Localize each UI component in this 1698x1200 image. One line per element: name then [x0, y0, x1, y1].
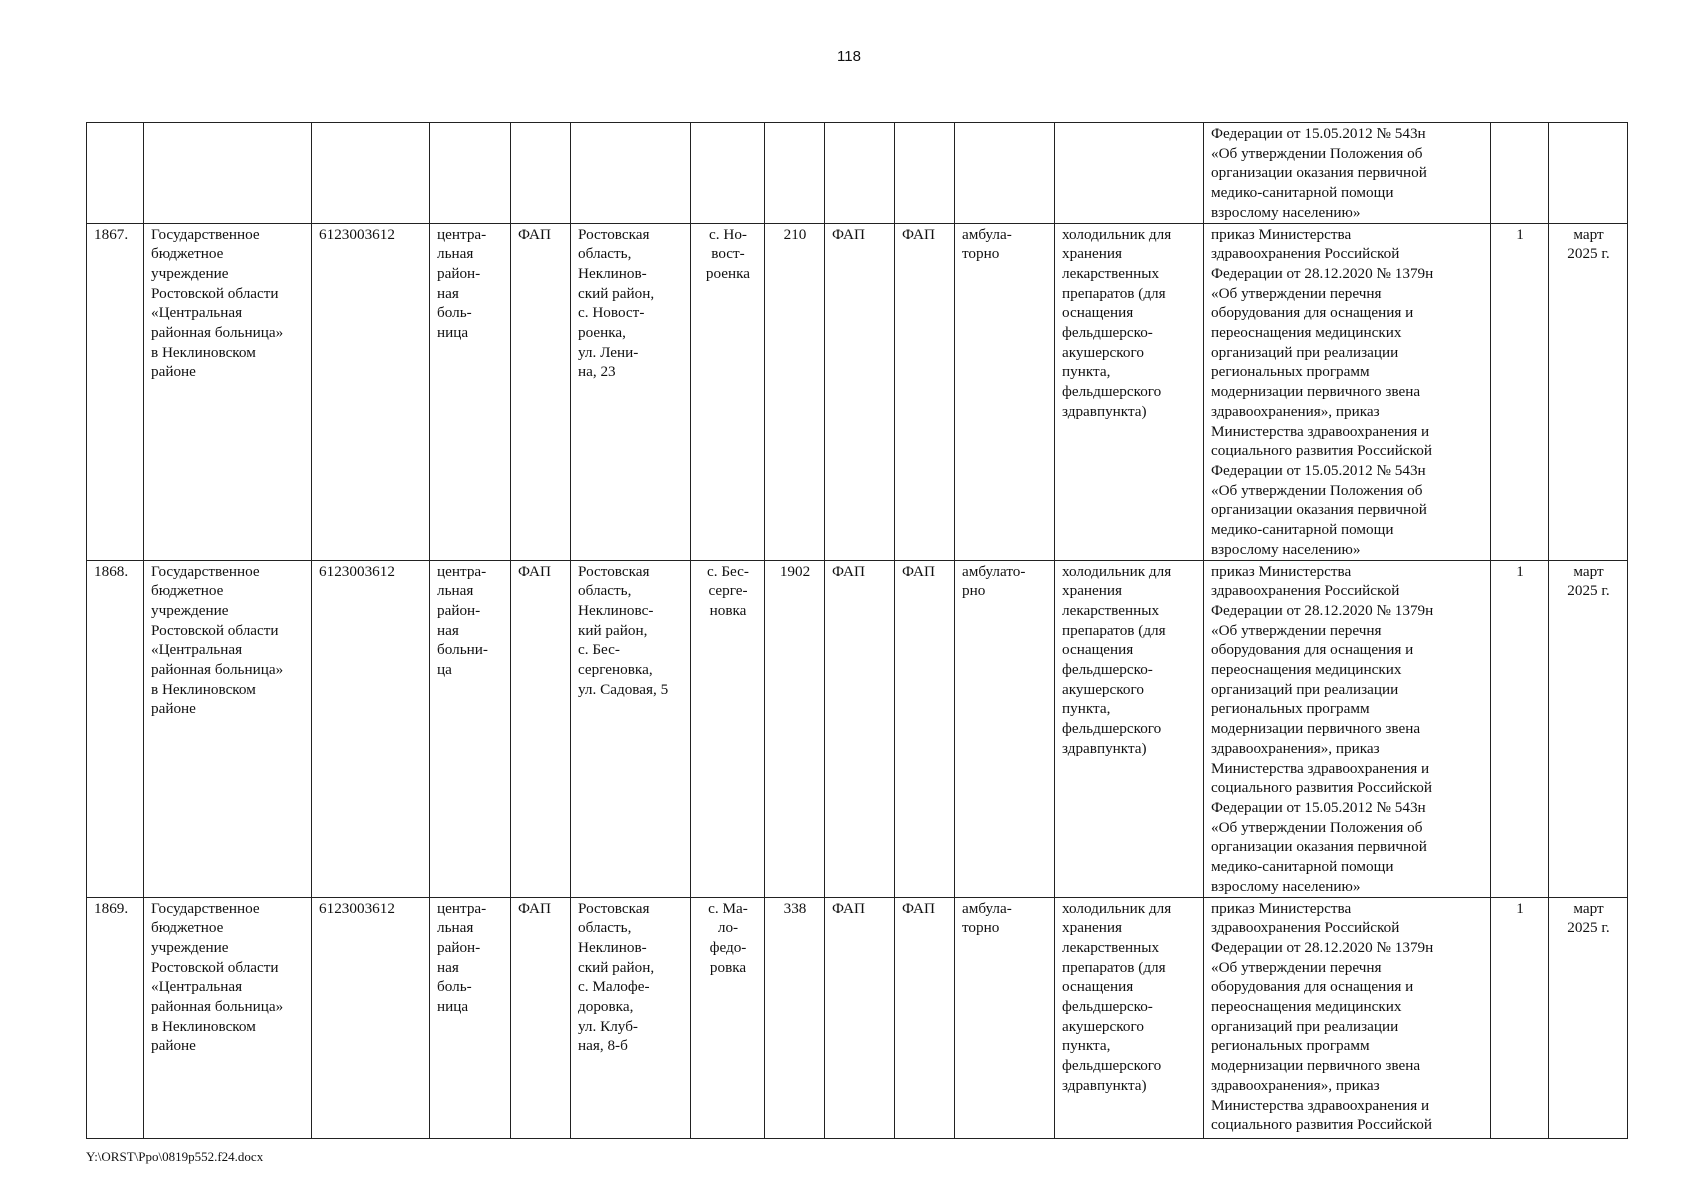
order-cell [1204, 897, 1491, 1138]
cell-line: оборудования для оснащения и [1211, 641, 1414, 659]
cell-line: холодильник для [1062, 899, 1172, 917]
facility-kind-cell [511, 123, 571, 224]
cell-line: приказ Министерства [1211, 562, 1352, 580]
organization-cell [144, 123, 312, 224]
cell-line: «Центральная [151, 978, 243, 996]
cell-line: районная больница» [151, 661, 284, 679]
date-cell [1549, 223, 1628, 560]
care-form-cell [955, 123, 1055, 224]
care-form-cell [955, 560, 1055, 897]
inn-cell: 6123003612 [312, 897, 430, 1138]
cell-line: область, [578, 919, 632, 937]
cell-line: Ростовской области [151, 284, 279, 302]
cell-line: 2025 г. [1567, 582, 1610, 600]
facility-type-cell [430, 123, 511, 224]
cell-line: лекарственных [1062, 938, 1160, 956]
address-cell [571, 560, 691, 897]
cell-line: с. Бес- [707, 562, 749, 580]
cell-line: Ростовской области [151, 621, 279, 639]
unit-cell: ФАП [895, 223, 955, 560]
cell-line: с. Но- [709, 225, 747, 243]
facility-kind-cell: ФАП [511, 560, 571, 897]
cell-line: медико-санитарной помощи [1211, 184, 1394, 202]
cell-line: хранения [1062, 919, 1123, 937]
cell-line: «Центральная [151, 304, 243, 322]
cell-line: ная [437, 621, 459, 639]
cell-line: Федерации от 15.05.2012 № 543н [1211, 461, 1426, 479]
cell-line: препаратов (для [1062, 621, 1166, 639]
cell-line: ровка [709, 958, 747, 976]
cell-line: приказ Министерства [1211, 899, 1352, 917]
cell-line: модернизации первичного звена [1211, 383, 1421, 401]
cell-line: здравоохранения», приказ [1211, 1076, 1380, 1094]
cell-line: март [1573, 225, 1604, 243]
cell-line: ул. Лени- [578, 343, 639, 361]
cell-line: районе [151, 700, 196, 718]
cell-line: здравоохранения», приказ [1211, 739, 1380, 757]
cell-line: Государственное [151, 899, 260, 917]
cell-line: Ростовской области [151, 958, 279, 976]
cell-line: в Неклиновском [151, 680, 256, 698]
cell-line: боль- [437, 304, 472, 322]
cell-line: организаций при реализации [1211, 343, 1399, 361]
settlement-cell [691, 123, 765, 224]
cell-line: «Об утверждении перечня [1211, 284, 1382, 302]
cell-line: «Об утверждении Положения об [1211, 818, 1423, 836]
table-row [87, 223, 1628, 560]
inn-cell: 6123003612 [312, 223, 430, 560]
cell-line: холодильник для [1062, 225, 1172, 243]
cell-line: районе [151, 1037, 196, 1055]
equipment-cell [1055, 223, 1204, 560]
cell-line: амбула- [962, 899, 1012, 917]
cell-line: Государственное [151, 562, 260, 580]
cell-line: Федерации от 28.12.2020 № 1379н [1211, 264, 1434, 282]
cell-line: социального развития Российской [1211, 442, 1432, 460]
cell-line: Федерации от 28.12.2020 № 1379н [1211, 601, 1434, 619]
population-cell [765, 123, 825, 224]
cell-line: район- [437, 938, 481, 956]
cell-line: с. Новост- [578, 304, 645, 322]
cell-line: ский район, [578, 958, 655, 976]
cell-line: здравпункта) [1062, 739, 1147, 757]
cell-line: 2025 г. [1567, 245, 1610, 263]
cell-line: «Об утверждении перечня [1211, 621, 1382, 639]
cell-line: 2025 г. [1567, 919, 1610, 937]
register-table [86, 122, 1628, 1139]
cell-line: приказ Министерства [1211, 225, 1352, 243]
equipment-cell [1055, 897, 1204, 1138]
cell-line: здравоохранения Российской [1211, 245, 1400, 263]
population-cell: 338 [765, 897, 825, 1138]
cell-line: фельдшерского [1062, 1057, 1162, 1075]
cell-line: боль- [437, 978, 472, 996]
settlement-cell [691, 897, 765, 1138]
cell-line: региональных программ [1211, 1037, 1370, 1055]
cell-line: ул. Клуб- [578, 1017, 638, 1035]
cell-line: учреждение [151, 264, 229, 282]
cell-line: область, [578, 245, 632, 263]
cell-line: лекарственных [1062, 264, 1160, 282]
cell-line: ница [437, 998, 469, 1016]
date-cell [1549, 897, 1628, 1138]
unit-cell: ФАП [825, 560, 895, 897]
cell-line: льная [437, 245, 474, 263]
cell-line: акушерского [1062, 343, 1144, 361]
cell-line: сергеновка, [578, 661, 653, 679]
cell-line: март [1573, 899, 1604, 917]
unit-cell: ФАП [895, 560, 955, 897]
cell-line: торно [962, 919, 1000, 937]
cell-line: Неклиновс- [578, 601, 654, 619]
table-row [87, 560, 1628, 897]
row-number [87, 123, 144, 224]
cell-line: ло- [717, 919, 739, 937]
cell-line: здравпункта) [1062, 402, 1147, 420]
cell-line: организации оказания первичной [1211, 164, 1427, 182]
unit-cell: ФАП [895, 897, 955, 1138]
inn-cell: 6123003612 [312, 560, 430, 897]
cell-line: март [1573, 562, 1604, 580]
cell-line: с. Малофе- [578, 978, 650, 996]
cell-line: Неклинов- [578, 938, 647, 956]
cell-line: медико-санитарной помощи [1211, 858, 1394, 876]
cell-line: амбула- [962, 225, 1012, 243]
unit-cell [825, 123, 895, 224]
cell-line: пункта, [1062, 1037, 1111, 1055]
cell-line: учреждение [151, 601, 229, 619]
facility-type-cell [430, 897, 511, 1138]
cell-line: фельдшерско- [1062, 324, 1153, 342]
facility-type-cell [430, 560, 511, 897]
cell-line: амбулато- [962, 562, 1026, 580]
cell-line: серге- [708, 582, 748, 600]
cell-line: взрослому населению» [1211, 203, 1361, 221]
care-form-cell [955, 223, 1055, 560]
cell-line: социального развития Российской [1211, 779, 1432, 797]
cell-line: область, [578, 582, 632, 600]
cell-line: больни- [437, 641, 488, 659]
cell-line: акушерского [1062, 1017, 1144, 1035]
cell-line: оснащения [1062, 978, 1134, 996]
cell-line: вост- [711, 245, 745, 263]
unit-cell: ФАП [825, 897, 895, 1138]
page-number: 118 [837, 48, 861, 65]
cell-line: акушерского [1062, 680, 1144, 698]
cell-line: холодильник для [1062, 562, 1172, 580]
unit-cell [895, 123, 955, 224]
cell-line: в Неклиновском [151, 343, 256, 361]
cell-line: федо- [709, 938, 747, 956]
cell-line: Министерства здравоохранения и [1211, 759, 1430, 777]
cell-line: Федерации от 28.12.2020 № 1379н [1211, 938, 1434, 956]
cell-line: здравоохранения Российской [1211, 919, 1400, 937]
order-cell [1204, 560, 1491, 897]
cell-line: медико-санитарной помощи [1211, 521, 1394, 539]
cell-line: «Об утверждении Положения об [1211, 144, 1423, 162]
cell-line: региональных программ [1211, 700, 1370, 718]
cell-line: ский район, [578, 284, 655, 302]
cell-line: взрослому населению» [1211, 877, 1361, 895]
row-number: 1869. [87, 897, 144, 1138]
cell-line: переоснащения медицинских [1211, 661, 1402, 679]
cell-line: роенка [705, 264, 751, 282]
cell-line: здравоохранения», приказ [1211, 402, 1380, 420]
cell-line: переоснащения медицинских [1211, 324, 1402, 342]
cell-line: бюджетное [151, 245, 224, 263]
cell-line: организации оказания первичной [1211, 838, 1427, 856]
cell-line: переоснащения медицинских [1211, 998, 1402, 1016]
cell-line: бюджетное [151, 582, 224, 600]
cell-line: оснащения [1062, 641, 1134, 659]
cell-line: с. Ма- [708, 899, 748, 917]
date-cell [1549, 560, 1628, 897]
cell-line: ная [437, 958, 459, 976]
cell-line: оборудования для оснащения и [1211, 978, 1414, 996]
care-form-cell [955, 897, 1055, 1138]
facility-type-cell [430, 223, 511, 560]
cell-line: препаратов (для [1062, 284, 1166, 302]
cell-line: торно [962, 245, 1000, 263]
file-path-footer: Y:\ORST\Ppo\0819p552.f24.docx [86, 1149, 264, 1164]
cell-line: льная [437, 919, 474, 937]
cell-line: доровка, [578, 998, 634, 1016]
cell-line: модернизации первичного звена [1211, 1057, 1421, 1075]
cell-line: пункта, [1062, 700, 1111, 718]
cell-line: районе [151, 363, 196, 381]
table-row [87, 897, 1628, 1138]
cell-line: модернизации первичного звена [1211, 720, 1421, 738]
cell-line: центра- [437, 562, 487, 580]
cell-line: организации оказания первичной [1211, 501, 1427, 519]
cell-line: Неклинов- [578, 264, 647, 282]
quantity-cell: 1 [1491, 560, 1549, 897]
row-number: 1868. [87, 560, 144, 897]
cell-line: ная, 8-б [578, 1037, 628, 1055]
address-cell [571, 123, 691, 224]
cell-line: роенка, [578, 324, 626, 342]
cell-line: социального развития Российской [1211, 1116, 1432, 1134]
cell-line: оснащения [1062, 304, 1134, 322]
organization-cell [144, 560, 312, 897]
organization-cell [144, 223, 312, 560]
cell-line: фельдшерско- [1062, 661, 1153, 679]
cell-line: здравоохранения Российской [1211, 582, 1400, 600]
cell-line: районная больница» [151, 324, 284, 342]
cell-line: учреждение [151, 938, 229, 956]
cell-line: фельдшерско- [1062, 998, 1153, 1016]
cell-line: кий район, [578, 621, 648, 639]
cell-line: организаций при реализации [1211, 680, 1399, 698]
address-cell [571, 223, 691, 560]
cell-line: Министерства здравоохранения и [1211, 1096, 1430, 1114]
cell-line: здравпункта) [1062, 1076, 1147, 1094]
cell-line: Министерства здравоохранения и [1211, 422, 1430, 440]
address-cell [571, 897, 691, 1138]
facility-kind-cell: ФАП [511, 223, 571, 560]
cell-line: лекарственных [1062, 601, 1160, 619]
cell-line: Федерации от 15.05.2012 № 543н [1211, 125, 1426, 142]
cell-line: Государственное [151, 225, 260, 243]
cell-line: рно [962, 582, 986, 600]
cell-line: бюджетное [151, 919, 224, 937]
cell-line: организаций при реализации [1211, 1017, 1399, 1035]
cell-line: льная [437, 582, 474, 600]
cell-line: «Центральная [151, 641, 243, 659]
cell-line: региональных программ [1211, 363, 1370, 381]
organization-cell [144, 897, 312, 1138]
quantity-cell [1491, 123, 1549, 224]
cell-line: ул. Садовая, 5 [578, 680, 669, 698]
cell-line: хранения [1062, 582, 1123, 600]
cell-line: Ростовская [578, 562, 650, 580]
facility-kind-cell: ФАП [511, 897, 571, 1138]
cell-line: новка [709, 601, 747, 619]
cell-line: фельдшерского [1062, 383, 1162, 401]
population-cell: 210 [765, 223, 825, 560]
cell-line: «Об утверждении Положения об [1211, 481, 1423, 499]
quantity-cell: 1 [1491, 223, 1549, 560]
equipment-cell [1055, 123, 1204, 224]
cell-line: ца [437, 661, 452, 679]
order-cell [1204, 223, 1491, 560]
date-cell [1549, 123, 1628, 224]
cell-line: в Неклиновском [151, 1017, 256, 1035]
cell-line: Ростовская [578, 225, 650, 243]
settlement-cell [691, 223, 765, 560]
cell-line: район- [437, 264, 481, 282]
population-cell: 1902 [765, 560, 825, 897]
cell-line: район- [437, 601, 481, 619]
unit-cell: ФАП [825, 223, 895, 560]
cell-line: «Об утверждении перечня [1211, 958, 1382, 976]
row-number: 1867. [87, 223, 144, 560]
cell-line: Ростовская [578, 899, 650, 917]
equipment-cell [1055, 560, 1204, 897]
cell-line: хранения [1062, 245, 1123, 263]
cell-line: препаратов (для [1062, 958, 1166, 976]
cell-line: с. Бес- [578, 641, 620, 659]
cell-line: центра- [437, 225, 487, 243]
cell-line: центра- [437, 899, 487, 917]
cell-line: фельдшерского [1062, 720, 1162, 738]
cell-line: ная [437, 284, 459, 302]
inn-cell [312, 123, 430, 224]
order-cell [1204, 123, 1491, 224]
quantity-cell: 1 [1491, 897, 1549, 1138]
cell-line: оборудования для оснащения и [1211, 304, 1414, 322]
cell-line: взрослому населению» [1211, 540, 1361, 558]
cell-line: ница [437, 324, 469, 342]
settlement-cell [691, 560, 765, 897]
cell-line: на, 23 [578, 363, 616, 381]
cell-line: Федерации от 15.05.2012 № 543н [1211, 798, 1426, 816]
cell-line: пункта, [1062, 363, 1111, 381]
cell-line: районная больница» [151, 998, 284, 1016]
table-row [87, 123, 1628, 224]
